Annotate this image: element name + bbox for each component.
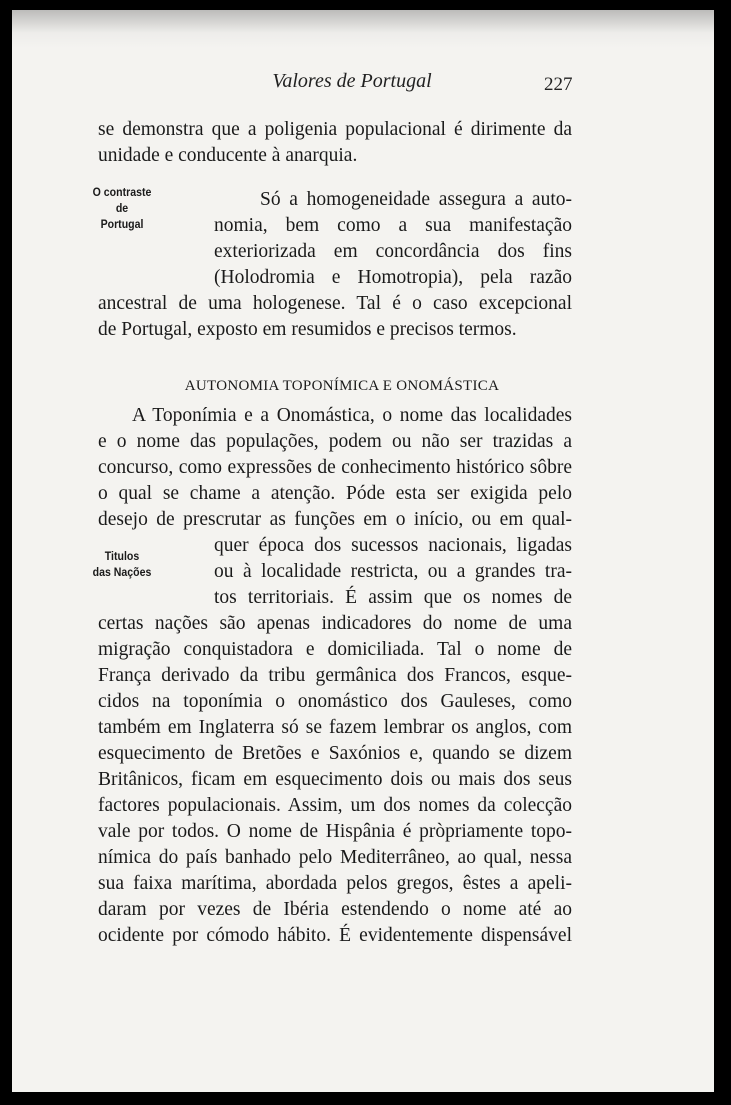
text-line: ancestral de uma hologenese. Tal é o caso excepcional [98,293,572,314]
text-line: desejo de prescrutar as funções em o início, ou em qual- [98,509,572,530]
text-line: A Toponímia e a Onomástica, o nome das localidades [132,405,572,426]
text-line: sua faixa marítima, abordada pelos gregos, êstes a apeli- [98,873,572,894]
text-line: tos territoriais. É assim que os nomes de [214,587,572,608]
running-header-title: Valores de Portugal [272,70,432,92]
text-line: também em Inglaterra só se fazem lembrar os anglos, com [98,717,572,738]
text-line: vale por todos. O nome de Hispânia é pròpriamente topo- [98,821,572,842]
text-line: nímica do país banhado pelo Mediterrâneo, ao qual, nessa [98,847,572,868]
text-line: concurso, como expressões de conhecimento histórico sôbre [98,457,572,478]
text-line: e o nome das populações, podem ou não ser trazidas a [98,431,572,452]
text-line: certas nações são apenas indicadores do nome de uma [98,613,572,634]
text-line: factores populacionais. Assim, um dos nomes da colecção [98,795,572,816]
text-line: ocidente por cómodo hábito. É evidentemente dispensável [98,925,572,946]
text-line: se demonstra que a poligenia populacional é dirimente da [98,119,572,140]
book-page [12,10,714,1092]
text-line: Só a homogeneidade assegura a auto- [260,189,572,210]
page-number: 227 [544,74,573,95]
section-heading: AUTONOMIA TOPONÍMICA E ONOMÁSTICA [184,378,500,394]
text-line: cidos na toponímia o onomástico dos Gauleses, como [98,691,572,712]
text-line: nomia, bem como a sua manifestação [214,215,572,236]
margin-note-contraste: O contraste de Portugal [92,185,152,231]
text-line: o qual se chame a atenção. Póde esta ser exigida pelo [98,483,572,504]
text-line: daram por vezes de Ibéria estendendo o nome até ao [98,899,572,920]
text-line: França derivado da tribu germânica dos Francos, esque- [98,665,572,686]
text-line: migração conquistadora e domiciliada. Tal o nome de [98,639,572,660]
text-line: unidade e conducente à anarquia. [98,145,358,166]
text-line: esquecimento de Bretões e Saxónios e, quando se dizem [98,743,572,764]
text-line: Britânicos, ficam em esquecimento dois ou mais dos seus [98,769,572,790]
text-line: (Holodromia e Homotropia), pela razão [214,267,572,288]
text-line: ou à localidade restricta, ou a grandes tra- [214,561,572,582]
margin-note-titulos: Titulos das Nações [92,549,152,579]
text-line: de Portugal, exposto em resumidos e precisos termos. [98,319,517,340]
text-line: exteriorizada em concordância dos fins [214,241,572,262]
text-line: quer época dos sucessos nacionais, ligadas [214,535,572,556]
